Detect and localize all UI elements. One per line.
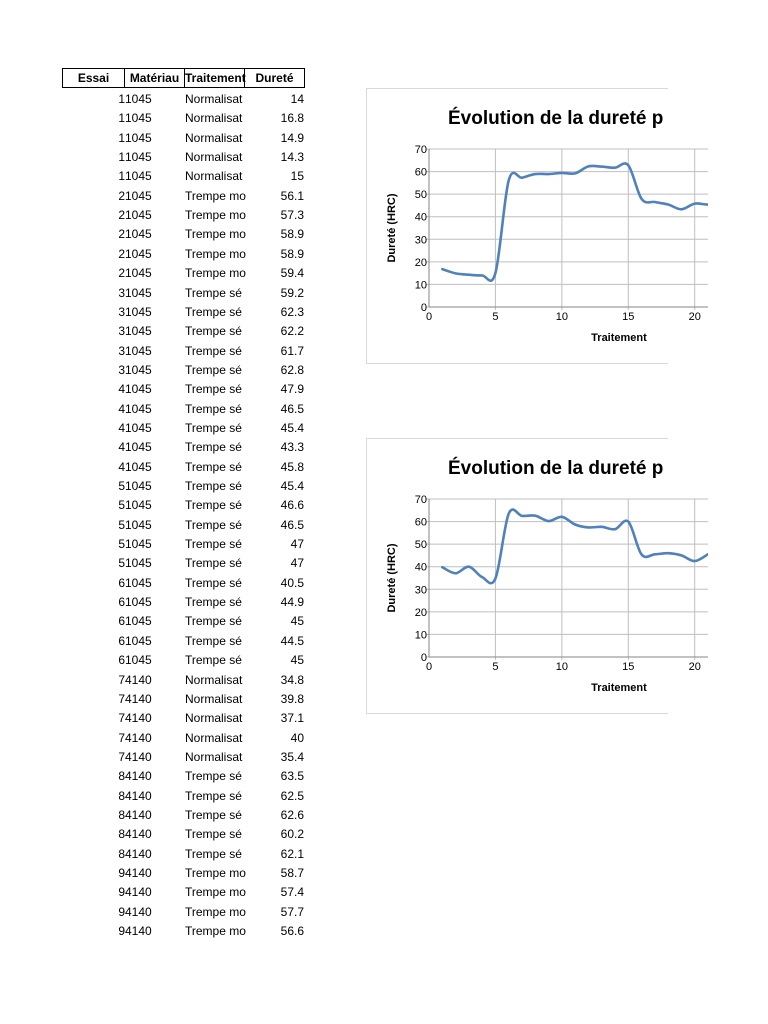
table-row bbox=[0, 322, 340, 341]
cell-durete[interactable]: 62.1 bbox=[280, 846, 304, 861]
cell-essai[interactable]: 1 bbox=[118, 150, 125, 165]
cell-materiau[interactable]: 1045 bbox=[125, 130, 152, 145]
cell-durete[interactable]: 39.8 bbox=[280, 691, 304, 706]
cell-materiau[interactable]: 4140 bbox=[125, 924, 152, 939]
cell-essai[interactable]: 3 bbox=[118, 324, 125, 339]
cell-durete[interactable]: 60.2 bbox=[280, 827, 304, 842]
x-axis-label: Traitement bbox=[591, 332, 647, 344]
cell-traitement[interactable]: Trempe sé bbox=[185, 846, 242, 861]
table-row bbox=[0, 748, 340, 767]
cell-essai[interactable]: 4 bbox=[118, 382, 125, 397]
y-axis-label: Dureté (HRC) bbox=[386, 543, 398, 613]
cell-essai[interactable]: 8 bbox=[118, 788, 125, 803]
table-row bbox=[0, 458, 340, 477]
cell-essai[interactable]: 5 bbox=[118, 498, 125, 513]
cell-essai[interactable]: 1 bbox=[118, 92, 125, 106]
table-row bbox=[0, 593, 340, 612]
cell-durete[interactable]: 57.7 bbox=[280, 904, 304, 919]
table-row bbox=[0, 845, 340, 864]
table-row bbox=[0, 303, 340, 322]
cell-durete[interactable]: 15 bbox=[290, 169, 304, 184]
cell-traitement[interactable]: Trempe mo bbox=[185, 208, 246, 223]
spreadsheet bbox=[0, 0, 340, 1024]
cell-traitement[interactable]: Trempe sé bbox=[185, 595, 242, 610]
cell-durete[interactable]: 62.8 bbox=[280, 362, 304, 377]
y-tick-label: 10 bbox=[414, 629, 427, 642]
cell-traitement[interactable]: Trempe sé bbox=[185, 479, 242, 493]
table-row bbox=[0, 284, 340, 303]
cell-traitement[interactable]: Trempe sé bbox=[185, 614, 242, 629]
cell-durete[interactable]: 34.8 bbox=[280, 672, 304, 687]
cell-materiau[interactable]: 1045 bbox=[125, 537, 152, 552]
cell-durete[interactable]: 46.5 bbox=[280, 517, 304, 532]
cell-essai[interactable]: 7 bbox=[118, 749, 125, 764]
cell-traitement[interactable]: Trempe mo bbox=[185, 904, 246, 919]
cell-materiau[interactable]: 1045 bbox=[125, 343, 152, 358]
table-row bbox=[0, 903, 340, 922]
cell-essai[interactable]: 2 bbox=[118, 188, 125, 203]
cell-traitement[interactable]: Normalisat bbox=[185, 150, 243, 165]
cell-traitement[interactable]: Trempe mo bbox=[185, 227, 246, 242]
cell-traitement[interactable]: Trempe sé bbox=[185, 653, 242, 668]
table-row bbox=[0, 380, 340, 399]
y-tick-label: 60 bbox=[414, 516, 427, 529]
cell-materiau[interactable]: 1045 bbox=[125, 595, 152, 610]
x-tick-label: 15 bbox=[622, 311, 635, 323]
chart-1[interactable] bbox=[366, 88, 701, 364]
cell-durete[interactable]: 40.5 bbox=[280, 575, 304, 590]
cell-traitement[interactable]: Normalisat bbox=[185, 749, 243, 764]
cell-traitement[interactable]: Normalisat bbox=[185, 711, 243, 726]
cell-traitement[interactable]: Trempe sé bbox=[185, 517, 242, 532]
cell-traitement[interactable]: Trempe sé bbox=[185, 537, 242, 552]
cell-traitement[interactable]: Trempe mo bbox=[185, 924, 246, 939]
table-row bbox=[0, 206, 340, 225]
cell-traitement[interactable]: Normalisat bbox=[185, 130, 243, 145]
cell-traitement[interactable]: Trempe sé bbox=[185, 401, 242, 416]
cell-durete[interactable]: 14.9 bbox=[280, 130, 304, 145]
cell-essai[interactable]: 5 bbox=[118, 479, 125, 493]
cell-materiau[interactable]: 1045 bbox=[125, 556, 152, 571]
cell-essai[interactable]: 5 bbox=[118, 537, 125, 552]
table-row bbox=[0, 535, 340, 554]
table-row bbox=[0, 632, 340, 651]
y-axis-label: Dureté (HRC) bbox=[386, 193, 398, 263]
cell-materiau[interactable]: 1045 bbox=[125, 169, 152, 184]
cell-materiau[interactable]: 1045 bbox=[125, 92, 152, 106]
cell-durete[interactable]: 45.8 bbox=[280, 459, 304, 474]
table-row bbox=[0, 922, 340, 941]
cell-materiau[interactable]: 1045 bbox=[125, 459, 152, 474]
cell-materiau[interactable]: 1045 bbox=[125, 479, 152, 493]
cell-durete[interactable]: 43.3 bbox=[280, 440, 304, 455]
cell-durete[interactable]: 61.7 bbox=[280, 343, 304, 358]
cell-materiau[interactable]: 4140 bbox=[125, 788, 152, 803]
cell-traitement[interactable]: Trempe mo bbox=[185, 866, 246, 880]
cell-essai[interactable]: 7 bbox=[118, 672, 125, 687]
cell-durete[interactable]: 62.2 bbox=[280, 324, 304, 339]
table-row bbox=[0, 361, 340, 380]
cell-materiau[interactable]: 1045 bbox=[125, 266, 152, 281]
cell-essai[interactable]: 1 bbox=[118, 169, 125, 184]
cell-essai[interactable]: 9 bbox=[118, 885, 125, 900]
cell-traitement[interactable]: Trempe sé bbox=[185, 343, 242, 358]
cell-durete[interactable]: 59.4 bbox=[280, 266, 304, 281]
cell-traitement[interactable]: Trempe sé bbox=[185, 575, 242, 590]
cell-materiau[interactable]: 4140 bbox=[125, 866, 152, 880]
table-row bbox=[0, 496, 340, 515]
cell-durete[interactable]: 47 bbox=[290, 556, 304, 571]
x-tick-label: 20 bbox=[688, 311, 701, 323]
cell-durete[interactable]: 44.9 bbox=[280, 595, 304, 610]
chart-2-svg bbox=[367, 439, 701, 715]
cell-essai[interactable]: 1 bbox=[118, 130, 125, 145]
table-row bbox=[0, 864, 340, 883]
cell-essai[interactable]: 2 bbox=[118, 266, 125, 281]
cell-essai[interactable]: 5 bbox=[118, 556, 125, 571]
cell-materiau[interactable]: 1045 bbox=[125, 150, 152, 165]
cell-durete[interactable]: 14 bbox=[290, 92, 304, 106]
cell-essai[interactable]: 6 bbox=[118, 633, 125, 648]
table-row bbox=[0, 729, 340, 748]
cell-durete[interactable]: 58.9 bbox=[280, 227, 304, 242]
cell-durete[interactable]: 44.5 bbox=[280, 633, 304, 648]
cell-durete[interactable]: 47 bbox=[290, 537, 304, 552]
table-row bbox=[0, 438, 340, 457]
cell-materiau[interactable]: 4140 bbox=[125, 711, 152, 726]
table-row bbox=[0, 825, 340, 844]
cell-traitement[interactable]: Trempe sé bbox=[185, 324, 242, 339]
table-row bbox=[0, 419, 340, 438]
cell-essai[interactable]: 6 bbox=[118, 614, 125, 629]
cell-traitement[interactable]: Trempe sé bbox=[185, 304, 242, 319]
cell-durete[interactable]: 57.3 bbox=[280, 208, 304, 223]
cell-traitement[interactable]: Normalisat bbox=[185, 691, 243, 706]
cell-traitement[interactable]: Trempe mo bbox=[185, 246, 246, 261]
cell-essai[interactable]: 9 bbox=[118, 904, 125, 919]
x-tick-label: 5 bbox=[492, 311, 499, 323]
cell-durete[interactable]: 62.6 bbox=[280, 807, 304, 822]
y-tick-label: 20 bbox=[414, 256, 427, 269]
col-header-materiau[interactable]: Matériau bbox=[125, 68, 185, 88]
cell-traitement[interactable]: Normalisat bbox=[185, 169, 243, 184]
cell-traitement[interactable]: Normalisat bbox=[185, 672, 243, 687]
cell-materiau[interactable]: 1045 bbox=[125, 227, 152, 242]
y-tick-label: 10 bbox=[414, 279, 427, 292]
x-tick-label: 0 bbox=[425, 311, 433, 323]
cell-materiau[interactable]: 1045 bbox=[125, 362, 152, 377]
cell-materiau[interactable]: 4140 bbox=[125, 904, 152, 919]
y-tick-label: 50 bbox=[414, 539, 427, 552]
table-row bbox=[0, 554, 340, 573]
series-line bbox=[442, 510, 708, 584]
cell-essai[interactable]: 2 bbox=[118, 246, 125, 261]
table-row bbox=[0, 671, 340, 690]
table-row bbox=[0, 651, 340, 670]
y-tick-label: 70 bbox=[414, 494, 427, 506]
cell-essai[interactable]: 1 bbox=[118, 111, 125, 126]
cell-durete[interactable]: 45.4 bbox=[280, 420, 304, 435]
cell-materiau[interactable]: 1045 bbox=[125, 440, 152, 455]
series-line bbox=[442, 163, 761, 280]
cell-traitement[interactable]: Trempe sé bbox=[185, 459, 242, 474]
cell-essai[interactable]: 2 bbox=[118, 208, 125, 223]
chart-2[interactable] bbox=[366, 438, 701, 714]
table-row bbox=[0, 574, 340, 593]
table-row bbox=[0, 342, 340, 361]
cell-materiau[interactable]: 4140 bbox=[125, 730, 152, 745]
y-tick-label: 60 bbox=[414, 166, 427, 179]
cell-traitement[interactable]: Trempe sé bbox=[185, 440, 242, 455]
cell-traitement[interactable]: Trempe sé bbox=[185, 556, 242, 571]
table-row bbox=[0, 109, 340, 128]
cell-durete[interactable]: 63.5 bbox=[280, 769, 304, 784]
cell-essai[interactable]: 8 bbox=[118, 807, 125, 822]
col-header-essai[interactable]: Essai bbox=[62, 68, 125, 88]
cell-traitement[interactable]: Trempe sé bbox=[185, 827, 242, 842]
cell-essai[interactable]: 3 bbox=[118, 362, 125, 377]
cell-traitement[interactable]: Trempe mo bbox=[185, 266, 246, 281]
cell-traitement[interactable]: Trempe sé bbox=[185, 362, 242, 377]
cell-traitement[interactable]: Trempe sé bbox=[185, 285, 242, 300]
cell-durete[interactable]: 62.3 bbox=[280, 304, 304, 319]
cell-traitement[interactable]: Trempe sé bbox=[185, 769, 242, 784]
cell-durete[interactable]: 58.9 bbox=[280, 246, 304, 261]
table-row bbox=[0, 806, 340, 825]
chart-title: Évolution de la dureté p bbox=[448, 108, 664, 129]
cell-materiau[interactable]: 1045 bbox=[125, 324, 152, 339]
cell-essai[interactable]: 3 bbox=[118, 304, 125, 319]
x-tick-label: 5 bbox=[492, 661, 499, 673]
cell-durete[interactable]: 62.5 bbox=[280, 788, 304, 803]
y-tick-label: 0 bbox=[420, 302, 427, 314]
cell-essai[interactable]: 3 bbox=[118, 285, 125, 300]
y-tick-label: 50 bbox=[414, 189, 427, 202]
cell-traitement[interactable]: Trempe sé bbox=[185, 788, 242, 803]
table-row bbox=[0, 709, 340, 728]
y-tick-label: 30 bbox=[414, 234, 427, 247]
cell-materiau[interactable]: 1045 bbox=[125, 285, 152, 300]
cell-durete[interactable]: 37.1 bbox=[280, 711, 304, 726]
cell-durete[interactable]: 45.4 bbox=[280, 479, 304, 493]
table-row bbox=[0, 225, 340, 244]
cell-materiau[interactable]: 1045 bbox=[125, 111, 152, 126]
cell-materiau[interactable]: 1045 bbox=[125, 498, 152, 513]
col-header-traitement[interactable]: Traitement bbox=[185, 68, 245, 88]
cell-materiau[interactable]: 4140 bbox=[125, 672, 152, 687]
cell-materiau[interactable]: 1045 bbox=[125, 633, 152, 648]
cell-durete[interactable]: 35.4 bbox=[280, 749, 304, 764]
table-row bbox=[0, 787, 340, 806]
cell-traitement[interactable]: Trempe mo bbox=[185, 188, 246, 203]
cell-materiau[interactable]: 4140 bbox=[125, 749, 152, 764]
cell-materiau[interactable]: 1045 bbox=[125, 614, 152, 629]
x-tick-label: 0 bbox=[425, 661, 433, 673]
cell-traitement[interactable]: Trempe sé bbox=[185, 633, 242, 648]
cell-materiau[interactable]: 4140 bbox=[125, 769, 152, 784]
cell-essai[interactable]: 6 bbox=[118, 595, 125, 610]
cell-essai[interactable]: 6 bbox=[118, 653, 125, 668]
cell-essai[interactable]: 4 bbox=[118, 401, 125, 416]
cell-essai[interactable]: 6 bbox=[118, 575, 125, 590]
table-row bbox=[0, 187, 340, 206]
cell-traitement[interactable]: Normalisat bbox=[185, 111, 243, 126]
cell-durete[interactable]: 56.6 bbox=[280, 924, 304, 939]
cell-materiau[interactable]: 4140 bbox=[125, 807, 152, 822]
col-header-durete[interactable]: Dureté bbox=[245, 68, 305, 88]
cell-essai[interactable]: 7 bbox=[118, 691, 125, 706]
cell-materiau[interactable]: 4140 bbox=[125, 827, 152, 842]
cell-durete[interactable]: 45 bbox=[290, 614, 304, 629]
cell-durete[interactable]: 46.6 bbox=[280, 498, 304, 513]
cell-essai[interactable]: 3 bbox=[118, 343, 125, 358]
y-tick-label: 70 bbox=[414, 144, 427, 156]
y-tick-label: 0 bbox=[420, 652, 427, 664]
x-tick-label: 20 bbox=[688, 661, 701, 673]
cell-essai[interactable]: 7 bbox=[118, 711, 125, 726]
cell-essai[interactable]: 8 bbox=[118, 846, 125, 861]
x-tick-label: 15 bbox=[622, 661, 635, 673]
cell-essai[interactable]: 8 bbox=[118, 769, 125, 784]
table-row bbox=[0, 612, 340, 631]
cell-durete[interactable]: 57.4 bbox=[280, 885, 304, 900]
cell-materiau[interactable]: 1045 bbox=[125, 653, 152, 668]
table-row bbox=[0, 477, 340, 496]
x-axis-label: Traitement bbox=[591, 682, 647, 694]
cell-materiau[interactable]: 1045 bbox=[125, 188, 152, 203]
cell-traitement[interactable]: Trempe sé bbox=[185, 382, 242, 397]
cell-essai[interactable]: 9 bbox=[118, 866, 125, 880]
y-tick-label: 20 bbox=[414, 606, 427, 619]
cell-traitement[interactable]: Trempe sé bbox=[185, 420, 242, 435]
cell-traitement[interactable]: Normalisat bbox=[185, 730, 243, 745]
chart-1-svg bbox=[367, 89, 701, 365]
cell-materiau[interactable]: 1045 bbox=[125, 575, 152, 590]
table-row bbox=[0, 400, 340, 419]
cell-durete[interactable]: 47.9 bbox=[280, 382, 304, 397]
table-row bbox=[0, 516, 340, 535]
cell-materiau[interactable]: 4140 bbox=[125, 691, 152, 706]
x-tick-label: 10 bbox=[555, 661, 568, 673]
cell-materiau[interactable]: 4140 bbox=[125, 885, 152, 900]
table-row bbox=[0, 245, 340, 264]
table-row bbox=[0, 767, 340, 786]
table-row bbox=[0, 883, 340, 902]
cell-traitement[interactable]: Trempe mo bbox=[185, 885, 246, 900]
cell-durete[interactable]: 59.2 bbox=[280, 285, 304, 300]
cell-durete[interactable]: 16.8 bbox=[280, 111, 304, 126]
cell-essai[interactable]: 4 bbox=[118, 459, 125, 474]
x-tick-label: 10 bbox=[555, 311, 568, 323]
y-tick-label: 40 bbox=[414, 211, 427, 224]
cell-essai[interactable]: 5 bbox=[118, 517, 125, 532]
table-row bbox=[0, 148, 340, 167]
table-row bbox=[0, 167, 340, 186]
cell-materiau[interactable]: 1045 bbox=[125, 401, 152, 416]
cell-traitement[interactable]: Normalisat bbox=[185, 92, 243, 106]
cell-durete[interactable]: 46.5 bbox=[280, 401, 304, 416]
cell-essai[interactable]: 8 bbox=[118, 827, 125, 842]
table-row bbox=[0, 690, 340, 709]
cell-materiau[interactable]: 1045 bbox=[125, 382, 152, 397]
cell-materiau[interactable]: 1045 bbox=[125, 208, 152, 223]
cell-durete[interactable]: 58.7 bbox=[280, 866, 304, 880]
cell-materiau[interactable]: 4140 bbox=[125, 846, 152, 861]
cell-essai[interactable]: 2 bbox=[118, 227, 125, 242]
cell-traitement[interactable]: Trempe sé bbox=[185, 807, 242, 822]
cell-materiau[interactable]: 1045 bbox=[125, 246, 152, 261]
cell-traitement[interactable]: Trempe sé bbox=[185, 498, 242, 513]
cell-materiau[interactable]: 1045 bbox=[125, 304, 152, 319]
cell-durete[interactable]: 45 bbox=[290, 653, 304, 668]
cell-essai[interactable]: 4 bbox=[118, 440, 125, 455]
table-row bbox=[0, 264, 340, 283]
y-tick-label: 30 bbox=[414, 584, 427, 597]
cell-durete[interactable]: 40 bbox=[290, 730, 304, 745]
cell-durete[interactable]: 56.1 bbox=[280, 188, 304, 203]
cell-essai[interactable]: 4 bbox=[118, 420, 125, 435]
y-tick-label: 40 bbox=[414, 561, 427, 574]
table-row bbox=[0, 90, 340, 109]
cell-materiau[interactable]: 1045 bbox=[125, 517, 152, 532]
cell-essai[interactable]: 9 bbox=[118, 924, 125, 939]
cell-durete[interactable]: 14.3 bbox=[280, 150, 304, 165]
chart-title: Évolution de la dureté p bbox=[448, 458, 664, 479]
cell-materiau[interactable]: 1045 bbox=[125, 420, 152, 435]
cell-essai[interactable]: 7 bbox=[118, 730, 125, 745]
table-row bbox=[0, 129, 340, 148]
